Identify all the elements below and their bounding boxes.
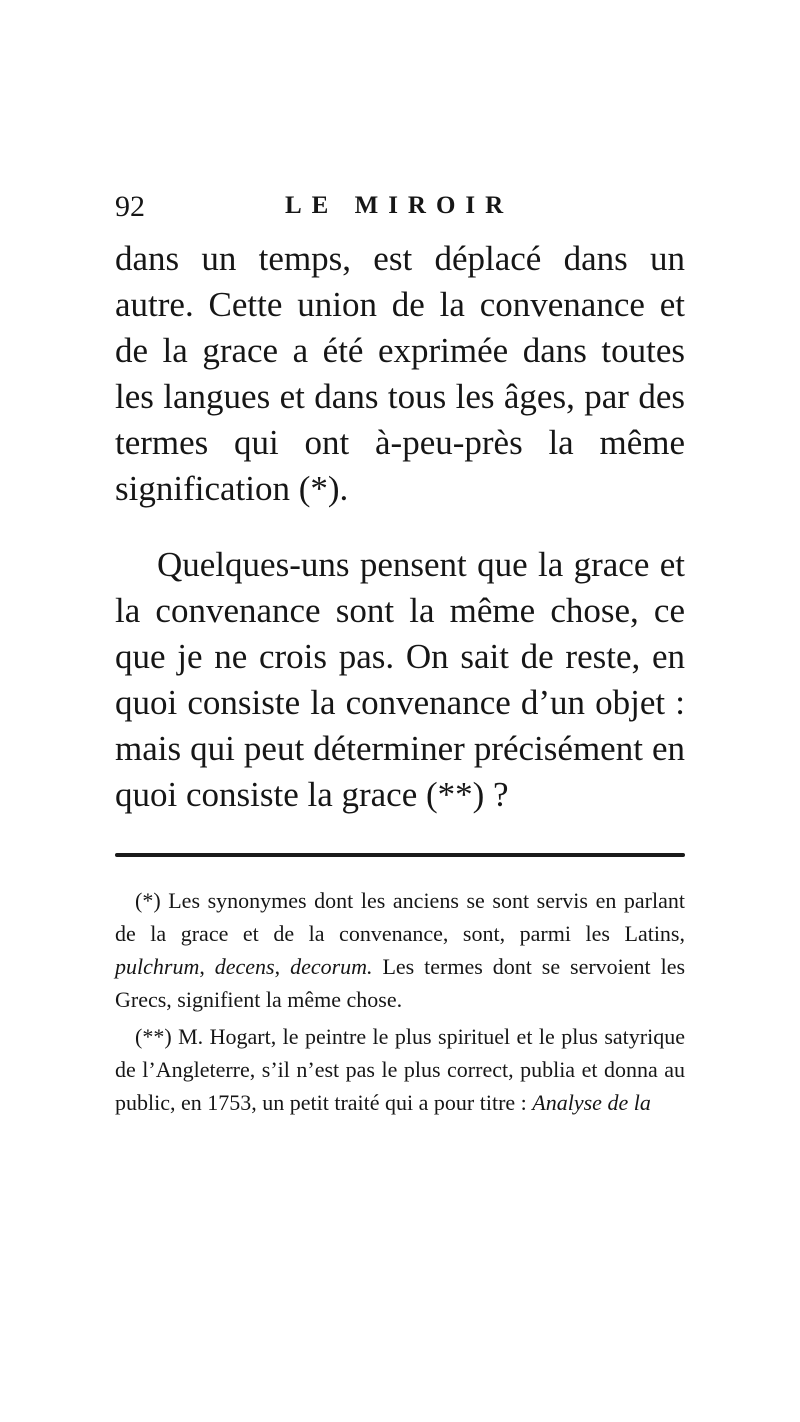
footnote-2-title: Analyse de la [532, 1090, 651, 1115]
main-text [115, 236, 685, 818]
paragraph-2: Quelques-uns pensent que la grace et la convenance sont la même chose, ce que je ne crois pas. On sait de reste, en quoi consiste la convenance d’un objet : mais qui peut déterminer précisément en quoi consiste la grace (**) ? [115, 545, 685, 814]
footnote-2-text: (**) M. Hogart, le peintre le plus spirituel et le plus satyrique de l’Angleterre, s’il n’est pas le plus correct, publia et donna au public, en 1753, un petit traité qui a pour titre : [115, 1024, 685, 1115]
footnote-1-text-b: Les termes dont se servoient les Grecs, signifient la même chose. [115, 954, 686, 1012]
footnote-1-term-decorum: decorum. [290, 954, 373, 979]
footnotes [115, 884, 685, 1119]
footnote-1-sep-2: , [274, 954, 291, 979]
footnote-2 [115, 1020, 685, 1119]
page-number: 92 [115, 190, 145, 223]
footnote-1 [115, 884, 685, 1016]
page-header [115, 190, 685, 230]
running-title: LE MIROIR [285, 192, 514, 219]
footnote-1-term-pulchrum: pulchrum [115, 954, 200, 979]
footnote-1-sep-1: , [199, 954, 215, 979]
paragraph-1: dans un temps, est déplacé dans un autre. Cette union de la convenance et de la grace a été exprimée dans toutes les langues et dans tous les âges, par des termes qui ont à-peu-près la même signification (*). [115, 239, 685, 508]
footnote-divider [115, 853, 685, 857]
footnote-1-text-a: (*) Les synonymes dont les anciens se sont servis en parlant de la grace et de la convenance, sont, parmi les Latins, [115, 888, 685, 946]
footnote-1-term-decens: decens [214, 954, 275, 979]
